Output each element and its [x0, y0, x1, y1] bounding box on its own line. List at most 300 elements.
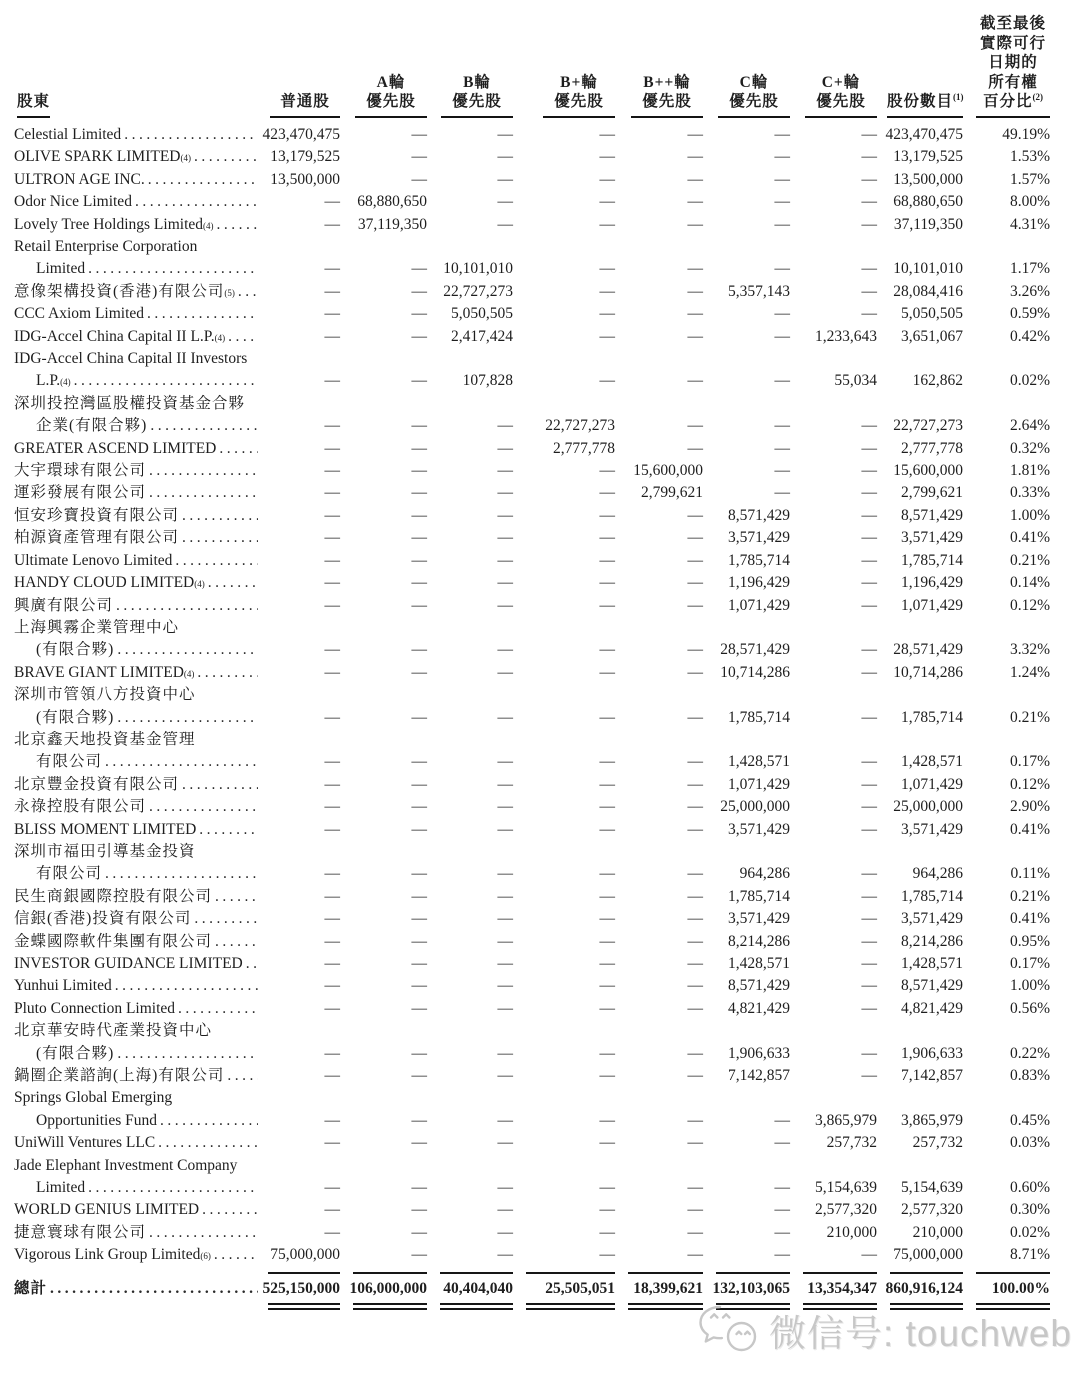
table-row — [14, 527, 1050, 549]
shareholder-name-text: Ultimate Lenovo Limited — [14, 551, 173, 569]
dot-leader — [148, 169, 258, 191]
cell-series-b-preferred: — — [497, 170, 513, 188]
shareholding-table — [14, 14, 1050, 1310]
shareholder-name-text: 企業(有限合夥) — [36, 417, 148, 435]
cell-ordinary-shares: — — [324, 910, 340, 928]
cell-series-a-preferred: — — [411, 1246, 427, 1264]
cell-series-c-plus-preferred: — — [861, 798, 877, 816]
cell-series-b-plus-preferred: — — [599, 305, 615, 323]
shareholder-name-line — [14, 796, 258, 818]
dot-leader — [150, 415, 258, 437]
cell-ownership-percentage: 0.42% — [1009, 327, 1050, 345]
cell-series-c-preferred: 8,214,286 — [728, 932, 790, 950]
cell-series-a-preferred: — — [411, 148, 427, 166]
shareholder-name-cell — [14, 527, 266, 549]
cell-series-a-preferred: — — [411, 506, 427, 524]
cell-series-b-plus-plus-preferred: — — [687, 1111, 703, 1129]
table-row — [14, 438, 1050, 460]
dot-leader — [116, 595, 258, 617]
cell-ownership-percentage: 0.45% — [1009, 1111, 1050, 1129]
cell-ordinary-shares: — — [324, 865, 340, 883]
header-label — [976, 73, 1050, 93]
shareholder-name-cell — [14, 1244, 266, 1266]
cell-total-shares: 15,600,000 — [893, 462, 963, 480]
header-label-text: 股份數目 — [887, 93, 954, 111]
shareholder-name-cell — [14, 1222, 266, 1244]
cell-ownership-percentage: 0.60% — [1009, 1179, 1050, 1197]
cell-series-a-preferred: — — [411, 708, 427, 726]
cell-total-shares: 28,571,429 — [893, 641, 963, 659]
shareholder-name-line — [14, 550, 258, 572]
cell-total-shares: 1,428,571 — [901, 753, 963, 771]
cell-total-shares: 13,500,000 — [893, 170, 963, 188]
shareholder-name-text: Retail Enterprise Corporation — [14, 238, 198, 255]
cell-ordinary-shares: — — [324, 574, 340, 592]
shareholder-name-text: 北京華安時代產業投資中心 — [14, 1022, 213, 1040]
shareholder-name-line — [14, 729, 258, 751]
cell-series-a-preferred: — — [411, 1223, 427, 1241]
shareholder-name-text: BRAVE GIANT LIMITED — [14, 663, 184, 681]
cell-series-c-preferred: 4,821,429 — [728, 999, 790, 1017]
cell-total-shares: 5,154,639 — [901, 1179, 963, 1197]
cell-series-c-plus-preferred: — — [861, 663, 877, 681]
cell-series-c-plus-preferred: — — [861, 932, 877, 950]
cell-series-c-plus-preferred: — — [861, 708, 877, 726]
cell-series-c-plus-preferred: — — [861, 775, 877, 793]
table-row — [14, 505, 1050, 527]
cell-series-a-preferred: — — [411, 574, 427, 592]
cell-total-shares: 3,571,429 — [901, 820, 963, 838]
cell-series-b-plus-preferred: 2,777,778 — [553, 439, 615, 457]
shareholder-name-line — [14, 684, 258, 706]
shareholder-name-line — [14, 953, 258, 975]
cell-series-b-plus-preferred: — — [599, 1179, 615, 1197]
header-label-text: 百分比 — [982, 93, 1033, 111]
cell-series-c-preferred: — — [774, 170, 790, 188]
header-label-text: 優先股 — [452, 93, 502, 111]
cell-total-shares: 22,727,273 — [893, 417, 963, 435]
cell-series-b-preferred: — — [497, 999, 513, 1017]
cell-total-shares: 423,470,475 — [885, 125, 963, 143]
header-label-text: 普通股 — [280, 93, 330, 111]
shareholder-name-text: 恒安珍寶投資有限公司 — [14, 506, 180, 524]
cell-series-a-preferred: — — [411, 775, 427, 793]
shareholder-name-cell — [14, 214, 266, 236]
shareholder-name-cell — [14, 191, 266, 213]
cell-ordinary-shares: — — [324, 775, 340, 793]
shareholder-name-line: L.P. (4) ..... — [14, 370, 258, 392]
cell-ordinary-shares: — — [324, 551, 340, 569]
cell-series-b-preferred: — — [497, 215, 513, 233]
cell-series-c-plus-preferred: — — [861, 506, 877, 524]
cell-series-a-preferred: — — [411, 551, 427, 569]
dot-leader — [117, 639, 258, 661]
cell-series-c-plus-preferred: — — [861, 125, 877, 143]
cell-series-a-preferred: — — [411, 932, 427, 950]
shareholder-name-line — [14, 1043, 258, 1065]
cell-series-b-preferred: — — [497, 798, 513, 816]
cell-series-c-preferred: — — [774, 439, 790, 457]
shareholder-name-text: 鍋圈企業諮詢(上海)有限公司 — [14, 1067, 225, 1085]
dot-leader — [149, 796, 258, 818]
cell-ownership-percentage: 1.57% — [1009, 170, 1050, 188]
shareholder-name-text: ULTRON AGE INC. — [14, 170, 145, 188]
cell-series-a-preferred: — — [411, 462, 427, 480]
shareholder-name-cell — [14, 1199, 266, 1221]
cell-ownership-percentage: 0.17% — [1009, 955, 1050, 972]
cell-ordinary-shares: — — [324, 932, 340, 950]
cell-series-b-preferred: — — [497, 977, 513, 995]
table-row — [14, 550, 1050, 572]
dot-leader — [88, 258, 258, 280]
cell-ordinary-shares: — — [324, 417, 340, 435]
dot-leader — [105, 863, 258, 885]
shareholder-name-text: L.P. — [36, 372, 61, 390]
cell-series-a-preferred: — — [411, 1111, 427, 1129]
total-cell-series-b-plus-preferred — [513, 1272, 615, 1310]
cell-series-b-preferred: — — [497, 1179, 513, 1197]
cell-total-shares: 68,880,650 — [893, 193, 963, 211]
shareholder-name-text: Yunhui Limited — [14, 977, 112, 995]
cell-series-b-plus-plus-preferred: — — [687, 551, 703, 569]
cell-total-shares: 1,785,714 — [901, 551, 963, 569]
shareholder-name-text: Vigorous Link Group Limited — [14, 1246, 201, 1264]
cell-series-b-plus-plus-preferred: — — [687, 215, 703, 233]
table-row — [14, 819, 1050, 841]
dot-leader — [219, 438, 258, 460]
shareholder-name-cell — [14, 303, 266, 325]
shareholder-name-cell — [14, 438, 266, 460]
shareholder-name-cell — [14, 998, 266, 1020]
header-rule-series-b-preferred — [441, 73, 513, 118]
total-cell-series-b-preferred — [427, 1272, 513, 1310]
cell-series-c-preferred: — — [774, 417, 790, 435]
shareholder-name-line — [14, 908, 258, 930]
cell-ordinary-shares: — — [324, 641, 340, 659]
watermark — [697, 1303, 1072, 1357]
cell-series-b-plus-preferred: — — [599, 1223, 615, 1241]
cell-ownership-percentage: 1.24% — [1009, 663, 1050, 681]
dot-leader — [149, 1222, 258, 1244]
cell-total-shares: 1,785,714 — [901, 708, 963, 726]
cell-series-b-plus-plus-preferred: — — [687, 170, 703, 188]
header-label — [355, 73, 427, 93]
shareholder-name-line — [14, 393, 258, 415]
cell-series-b-plus-plus-preferred: — — [687, 663, 703, 681]
total-label-cell — [14, 1278, 266, 1310]
cell-series-b-preferred: — — [497, 932, 513, 950]
cell-series-b-plus-preferred: — — [599, 1201, 615, 1219]
dot-leader — [215, 931, 258, 953]
shareholder-name-text: WORLD GENIUS LIMITED — [14, 1201, 200, 1219]
cell-series-b-preferred: 107,828 — [462, 372, 513, 390]
dot-leader — [160, 1110, 258, 1132]
shareholder-name-line — [14, 348, 258, 370]
header-label — [543, 73, 615, 93]
shareholder-name-line — [14, 819, 258, 841]
cell-series-b-plus-preferred: — — [599, 708, 615, 726]
header-series-b-plus-preferred — [513, 73, 615, 118]
table-row — [14, 236, 1050, 281]
table-row — [14, 998, 1050, 1020]
cell-ordinary-shares: — — [324, 282, 340, 300]
table-row — [14, 796, 1050, 818]
cell-series-b-plus-plus-preferred: — — [687, 372, 703, 390]
cell-total-shares: 3,651,067 — [901, 327, 963, 345]
cell-series-b-preferred: — — [497, 1134, 513, 1152]
dot-leader — [217, 214, 258, 236]
shareholder-name-line — [14, 415, 258, 437]
shareholder-name-text: INVESTOR GUIDANCE LIMITED — [14, 955, 243, 972]
shareholder-name-cell — [14, 1065, 266, 1087]
cell-series-c-preferred: — — [774, 372, 790, 390]
cell-series-b-plus-plus-preferred: — — [687, 1246, 703, 1264]
cell-series-a-preferred: — — [411, 529, 427, 547]
shareholder-name-line — [14, 639, 258, 661]
cell-series-b-plus-preferred: — — [599, 574, 615, 592]
table-row — [14, 975, 1050, 997]
cell-series-b-preferred: — — [497, 708, 513, 726]
cell-total-shares: 1,785,714 — [901, 887, 963, 905]
dot-leader — [115, 975, 258, 997]
cell-series-b-plus-preferred: — — [599, 506, 615, 524]
cell-series-b-plus-plus-preferred: — — [687, 641, 703, 659]
cell-series-a-preferred: — — [411, 663, 427, 681]
header-label — [631, 92, 703, 112]
cell-series-b-preferred: — — [497, 910, 513, 928]
cell-series-b-plus-plus-preferred: — — [687, 1044, 703, 1062]
cell-series-b-preferred: — — [497, 641, 513, 659]
header-label — [976, 92, 1050, 112]
cell-ordinary-shares: — — [324, 215, 340, 233]
cell-series-c-plus-preferred: — — [861, 753, 877, 771]
cell-total-shares: 8,214,286 — [901, 932, 963, 950]
cell-total-shares: 1,071,429 — [901, 596, 963, 614]
shareholder-name-text: 有限公司 — [36, 865, 103, 883]
shareholder-name-text: 意像架構投資(香港)有限公司 — [14, 282, 225, 300]
dot-leader — [182, 774, 258, 796]
cell-total-shares: 210,000 — [912, 1223, 963, 1241]
table-row — [14, 908, 1050, 930]
header-rule-total-shares — [887, 92, 963, 118]
cell-series-b-plus-plus-preferred: — — [687, 260, 703, 278]
wechat-icon — [697, 1304, 761, 1356]
cell-ordinary-shares: — — [324, 484, 340, 502]
cell-ownership-percentage: 2.64% — [1009, 417, 1050, 435]
table-row — [14, 191, 1050, 213]
cell-series-b-plus-plus-preferred: — — [687, 977, 703, 995]
cell-ownership-percentage: 0.02% — [1009, 1223, 1050, 1241]
cell-series-c-plus-preferred: — — [861, 820, 877, 838]
cell-series-b-plus-preferred: 22,727,273 — [545, 417, 615, 435]
cell-series-c-preferred: — — [774, 1179, 790, 1197]
cell-series-c-plus-preferred: — — [861, 999, 877, 1017]
cell-series-b-preferred: — — [497, 865, 513, 883]
shareholder-name-cell — [14, 393, 266, 438]
cell-series-c-preferred: 25,000,000 — [720, 798, 790, 816]
cell-ownership-percentage: 0.12% — [1009, 596, 1050, 614]
cell-series-b-preferred: — — [497, 439, 513, 457]
shareholder-name-line — [14, 1110, 258, 1132]
total-cell-ordinary-shares — [262, 1272, 340, 1310]
shareholder-name-text: OLIVE SPARK LIMITED — [14, 148, 181, 166]
header-label-text: 優先股 — [642, 93, 692, 111]
cell-series-c-plus-preferred: — — [861, 529, 877, 547]
cell-series-b-preferred: 10,101,010 — [443, 260, 513, 278]
cell-ordinary-shares: — — [324, 955, 340, 972]
cell-ownership-percentage: 0.83% — [1009, 1067, 1050, 1085]
cell-series-b-preferred: — — [497, 148, 513, 166]
cell-ownership-percentage: 4.31% — [1009, 215, 1050, 233]
cell-series-b-plus-preferred: — — [599, 148, 615, 166]
cell-series-b-preferred: — — [497, 484, 513, 502]
shareholder-name-cell — [14, 550, 266, 572]
cell-series-c-plus-preferred: — — [861, 215, 877, 233]
cell-series-a-preferred: — — [411, 865, 427, 883]
shareholder-name-line — [14, 707, 258, 729]
cell-series-b-plus-preferred: — — [599, 260, 615, 278]
table-row — [14, 1065, 1050, 1087]
shareholder-name-line — [14, 169, 258, 191]
shareholder-name-text: 北京鑫天地投資基金管理 — [14, 730, 196, 748]
shareholder-header-label: 股東 — [17, 92, 50, 118]
cell-series-b-plus-preferred: — — [599, 596, 615, 614]
cell-series-c-preferred: 8,571,429 — [728, 506, 790, 524]
header-footnote-marker: (1) — [953, 92, 964, 103]
cell-series-c-preferred: — — [774, 462, 790, 480]
cell-total-shares: 28,084,416 — [893, 282, 963, 300]
total-value: 100.00% — [976, 1272, 1050, 1310]
cell-series-b-plus-preferred: — — [599, 327, 615, 345]
watermark-label: 微信号: touchweb — [769, 1313, 1072, 1354]
shareholder-name-text: CCC Axiom Limited — [14, 305, 145, 323]
cell-series-b-plus-preferred: — — [599, 1044, 615, 1062]
cell-series-b-plus-plus-preferred: — — [687, 865, 703, 883]
cell-series-b-plus-plus-preferred: — — [687, 820, 703, 838]
cell-series-b-plus-preferred: — — [599, 775, 615, 793]
cell-series-c-preferred: 1,196,429 — [728, 574, 790, 592]
table-row — [14, 303, 1050, 325]
dot-leader — [149, 460, 258, 482]
total-cell-series-b-plus-plus-preferred — [615, 1272, 703, 1310]
cell-series-b-plus-plus-preferred: — — [687, 282, 703, 300]
header-series-a-preferred — [340, 73, 427, 118]
shareholder-name-cell — [14, 460, 266, 482]
cell-total-shares: 75,000,000 — [893, 1246, 963, 1264]
cell-series-b-plus-preferred: — — [599, 955, 615, 972]
shareholder-name-line — [14, 460, 258, 482]
cell-ownership-percentage: 0.22% — [1009, 1044, 1050, 1062]
cell-series-c-preferred: 1,071,429 — [728, 596, 790, 614]
cell-ownership-percentage: 0.59% — [1009, 305, 1050, 323]
cell-total-shares: 5,050,505 — [901, 305, 963, 323]
cell-ordinary-shares: 13,179,525 — [270, 148, 340, 166]
cell-ownership-percentage: 0.14% — [1009, 574, 1050, 592]
dot-leader — [117, 1043, 258, 1065]
header-label-text: 所有權 — [988, 73, 1038, 91]
dot-leader — [182, 527, 258, 549]
cell-total-shares: 2,799,621 — [901, 484, 963, 502]
shareholder-name-cell — [14, 482, 266, 504]
cell-series-c-plus-preferred: — — [861, 417, 877, 435]
cell-series-c-plus-preferred: — — [861, 977, 877, 995]
cell-series-b-plus-plus-preferred: — — [687, 596, 703, 614]
cell-series-a-preferred: — — [411, 305, 427, 323]
cell-series-c-preferred: — — [774, 260, 790, 278]
total-value: 18,399,621 — [628, 1272, 703, 1310]
cell-series-a-preferred: — — [411, 327, 427, 345]
header-label — [543, 92, 615, 112]
cell-ownership-percentage: 0.95% — [1009, 932, 1050, 950]
cell-ordinary-shares: — — [324, 663, 340, 681]
shareholder-name-text: Lovely Tree Holdings Limited — [14, 215, 204, 233]
cell-series-c-plus-preferred: — — [861, 170, 877, 188]
dot-leader — [194, 908, 258, 930]
cell-series-b-plus-preferred: — — [599, 1111, 615, 1129]
cell-series-c-plus-preferred: — — [861, 193, 877, 211]
cell-ownership-percentage: 1.17% — [1009, 260, 1050, 278]
shareholder-name-text: 北京豐金投資有限公司 — [14, 775, 180, 793]
cell-ownership-percentage: 0.32% — [1009, 439, 1050, 457]
cell-ownership-percentage: 0.21% — [1009, 708, 1050, 726]
cell-total-shares: 7,142,857 — [901, 1067, 963, 1085]
cell-series-b-plus-preferred: — — [599, 1067, 615, 1085]
cell-series-a-preferred: — — [411, 1179, 427, 1197]
cell-series-b-plus-preferred: — — [599, 932, 615, 950]
cell-ordinary-shares: — — [324, 462, 340, 480]
cell-ownership-percentage: 1.00% — [1009, 977, 1050, 995]
cell-series-b-plus-plus-preferred: 2,799,621 — [641, 484, 703, 502]
cell-total-shares: 1,071,429 — [901, 775, 963, 793]
cell-series-b-preferred: — — [497, 663, 513, 681]
cell-series-a-preferred: — — [411, 439, 427, 457]
cell-series-b-plus-plus-preferred: — — [687, 1134, 703, 1152]
shareholder-name-text: 永祿控股有限公司 — [14, 798, 147, 816]
cell-series-c-plus-preferred: 3,865,979 — [815, 1111, 877, 1129]
cell-series-b-plus-plus-preferred: — — [687, 775, 703, 793]
shareholder-name-cell — [14, 505, 266, 527]
table-row — [14, 146, 1050, 168]
cell-total-shares: 2,777,778 — [901, 439, 963, 457]
shareholder-name-cell — [14, 348, 266, 393]
header-label-text: 截至最後 — [979, 15, 1046, 32]
header-label-text: 優先股 — [366, 93, 416, 111]
cell-ordinary-shares: — — [324, 1134, 340, 1152]
table-row — [14, 281, 1050, 303]
shareholder-name-text: 深圳市管領八方投資中心 — [14, 686, 196, 704]
shareholder-name-cell — [14, 1155, 266, 1200]
shareholder-name-cell — [14, 326, 266, 348]
cell-series-c-plus-preferred: — — [861, 596, 877, 614]
header-label-text: 日期的 — [988, 54, 1038, 72]
header-ownership-percentage — [963, 14, 1050, 118]
header-rule-ownership-percentage — [976, 14, 1050, 118]
cell-series-c-plus-preferred: — — [861, 910, 877, 928]
shareholder-name-text: 捷意寰球有限公司 — [14, 1223, 147, 1241]
cell-series-a-preferred: — — [411, 125, 427, 143]
cell-series-c-plus-preferred: — — [861, 865, 877, 883]
shareholder-name-line — [14, 886, 258, 908]
cell-ordinary-shares: — — [324, 529, 340, 547]
shareholder-name-line — [14, 1199, 258, 1221]
shareholder-name-text: 民生商銀國際控股有限公司 — [14, 887, 213, 905]
cell-series-c-preferred: — — [774, 305, 790, 323]
header-label — [441, 92, 513, 112]
shareholder-name-cell — [14, 841, 266, 886]
dot-leader — [208, 572, 258, 594]
shareholder-name-line — [14, 1132, 258, 1154]
header-label — [718, 73, 790, 93]
